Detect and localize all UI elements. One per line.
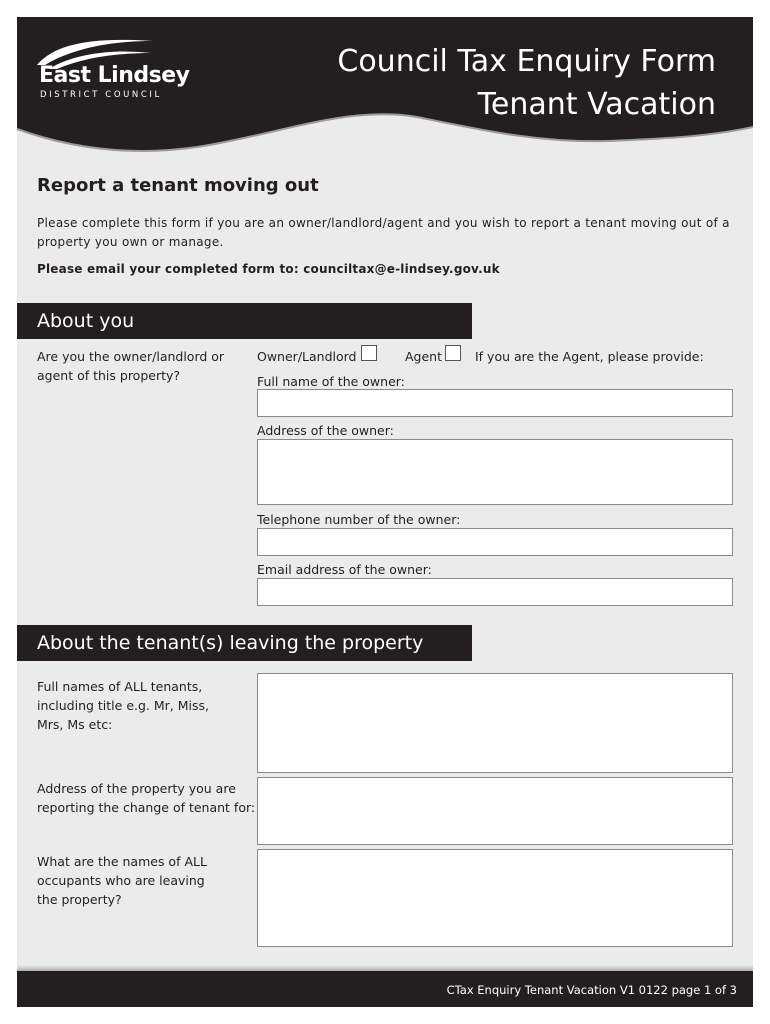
owner-name-field[interactable] — [257, 389, 733, 417]
section-heading-tenants: About the tenant(s) leaving the property — [17, 625, 472, 661]
occupants-field[interactable] — [257, 849, 733, 947]
intro-email-line: Please email your completed form to: counciltax@e-lindsey.gov.uk — [37, 262, 500, 276]
agent-label: Agent — [405, 349, 442, 364]
owner-or-agent-question: Are you the owner/landlord or agent of this property? — [37, 349, 225, 383]
owner-landlord-checkbox[interactable] — [361, 345, 377, 361]
owner-phone-label: Telephone number of the owner: — [257, 512, 461, 527]
owner-landlord-label: Owner/Landlord — [257, 349, 357, 364]
owner-name-label: Full name of the owner: — [257, 374, 405, 389]
form-subtitle: Tenant Vacation — [477, 87, 716, 122]
owner-email-label: Email address of the owner: — [257, 562, 432, 577]
tenant-names-label: Full names of ALL tenants, including title e.g. Mr, Miss, Mrs, Ms etc: — [37, 679, 209, 732]
owner-email-field[interactable] — [257, 578, 733, 606]
owner-address-label: Address of the owner: — [257, 423, 394, 438]
intro-heading: Report a tenant moving out — [37, 175, 319, 196]
intro-text: Please complete this form if you are an owner/landlord/agent and you wish to report a tenant moving out of a property you own or manage. — [37, 216, 730, 249]
section-heading-about-you: About you — [17, 303, 472, 339]
footer-text: CTax Enquiry Tenant Vacation V1 0122 page 1 of 3 — [446, 983, 737, 997]
owner-address-field[interactable] — [257, 439, 733, 505]
property-address-label: Address of the property you are reporting the change of tenant for: — [37, 781, 256, 815]
form-page — [17, 17, 753, 1007]
agent-checkbox[interactable] — [445, 345, 461, 361]
agent-note: If you are the Agent, please provide: — [475, 349, 704, 364]
footer-bar — [17, 971, 753, 1007]
tenant-names-field[interactable] — [257, 673, 733, 773]
logo-name: East Lindsey — [39, 63, 190, 88]
logo-subtitle: DISTRICT COUNCIL — [40, 90, 162, 100]
owner-phone-field[interactable] — [257, 528, 733, 556]
form-title: Council Tax Enquiry Form — [337, 44, 716, 79]
occupants-label: What are the names of ALL occupants who are leaving the property? — [37, 854, 207, 907]
property-address-field[interactable] — [257, 777, 733, 845]
